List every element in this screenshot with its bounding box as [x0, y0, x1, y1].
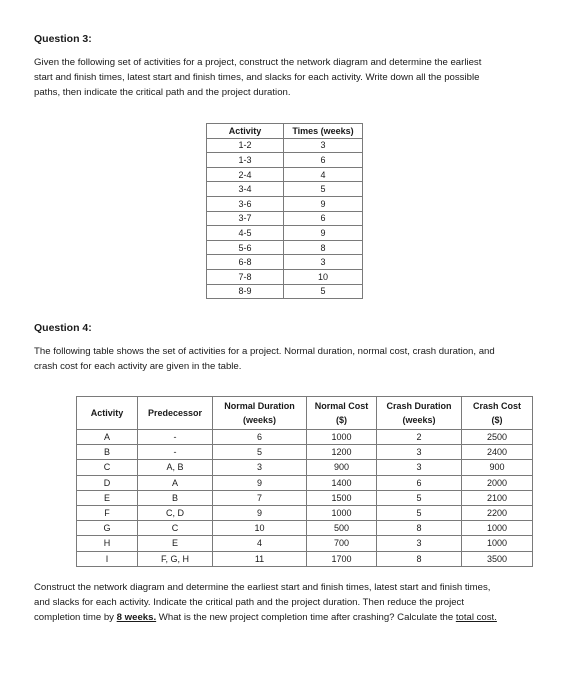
crash-duration-cell: 8 — [377, 551, 462, 566]
table-row — [207, 240, 363, 255]
header-normal-duration-line: Normal Duration — [224, 401, 295, 411]
header-activity — [77, 397, 138, 430]
table-row — [77, 475, 533, 490]
q3-activity-table — [206, 123, 363, 299]
normal-cost-cell: 1500 — [307, 490, 377, 505]
activity-cell: 7-8 — [207, 269, 284, 284]
table-row — [77, 521, 533, 536]
q4-task-line-1: Construct the network diagram and determine the earliest start and finish times, latest start and finish times, — [34, 582, 491, 593]
time-cell: 9 — [284, 226, 363, 241]
activity-cell: C — [77, 460, 138, 475]
q3-header-times: Times (weeks) — [284, 124, 363, 139]
table-row — [77, 551, 533, 566]
normal-duration-cell: 5 — [213, 445, 307, 460]
crash-cost-cell: 2100 — [462, 490, 533, 505]
q4-reduction-amount: 8 weeks. — [116, 612, 157, 623]
q3-line-1: Given the following set of activities for a project, construct the network diagram and determine the earliest — [34, 57, 482, 68]
table-row — [77, 536, 533, 551]
q3-table-body — [207, 138, 363, 299]
crash-duration-cell: 8 — [377, 521, 462, 536]
table-row — [207, 182, 363, 197]
normal-duration-cell: 10 — [213, 521, 307, 536]
time-cell: 6 — [284, 153, 363, 168]
normal-duration-cell: 9 — [213, 505, 307, 520]
table-row — [207, 196, 363, 211]
q4-task-description — [34, 580, 538, 625]
normal-duration-cell: 9 — [213, 475, 307, 490]
crash-cost-cell: 3500 — [462, 551, 533, 566]
time-cell: 10 — [284, 269, 363, 284]
normal-duration-cell: 6 — [213, 430, 307, 445]
header-crash-cost — [462, 397, 533, 430]
crash-cost-cell: 2000 — [462, 475, 533, 490]
normal-cost-cell: 700 — [307, 536, 377, 551]
crash-cost-cell: 1000 — [462, 521, 533, 536]
q4-crash-table — [76, 396, 533, 567]
header-normal-duration — [213, 397, 307, 430]
predecessor-cell: - — [138, 430, 213, 445]
activity-cell: 3-6 — [207, 196, 284, 211]
predecessor-cell: E — [138, 536, 213, 551]
q4-header-row — [77, 397, 533, 430]
q4-task-line-3 — [34, 610, 538, 625]
header-normal-duration-line: (weeks) — [242, 415, 277, 425]
table-row — [207, 138, 363, 153]
table-row — [77, 430, 533, 445]
normal-duration-cell: 11 — [213, 551, 307, 566]
table-row — [207, 153, 363, 168]
activity-cell: B — [77, 445, 138, 460]
time-cell: 3 — [284, 255, 363, 270]
activity-cell: D — [77, 475, 138, 490]
time-cell: 5 — [284, 284, 363, 299]
activity-cell: H — [77, 536, 138, 551]
time-cell: 4 — [284, 167, 363, 182]
crash-duration-cell: 3 — [377, 460, 462, 475]
crash-cost-cell: 2500 — [462, 430, 533, 445]
activity-cell: 3-4 — [207, 182, 284, 197]
table-row — [207, 269, 363, 284]
q4-task-text: completion time by — [34, 612, 117, 623]
table-row — [207, 211, 363, 226]
q3-instructions — [34, 55, 538, 100]
normal-duration-cell: 4 — [213, 536, 307, 551]
normal-cost-cell: 1200 — [307, 445, 377, 460]
activity-cell: 6-8 — [207, 255, 284, 270]
activity-cell: A — [77, 430, 138, 445]
table-row — [77, 490, 533, 505]
table-row — [77, 460, 533, 475]
q4-heading: Question 4: — [34, 322, 92, 334]
activity-cell: 1-3 — [207, 153, 284, 168]
predecessor-cell: - — [138, 445, 213, 460]
normal-cost-cell: 1700 — [307, 551, 377, 566]
normal-duration-cell: 3 — [213, 460, 307, 475]
normal-cost-cell: 1400 — [307, 475, 377, 490]
header-normal-cost — [307, 397, 377, 430]
time-cell: 8 — [284, 240, 363, 255]
normal-cost-cell: 500 — [307, 521, 377, 536]
header-crash-duration — [377, 397, 462, 430]
crash-cost-cell: 1000 — [462, 536, 533, 551]
q3-line-2: start and finish times, latest start and finish times, and slacks for each activity. Write down all the possible — [34, 72, 480, 83]
predecessor-cell: A — [138, 475, 213, 490]
q4-line-1: The following table shows the set of activities for a project. Normal duration, normal cost, crash duration, and — [34, 346, 495, 357]
activity-cell: 4-5 — [207, 226, 284, 241]
table-row — [207, 167, 363, 182]
q3-header-activity: Activity — [207, 124, 284, 139]
activity-cell: 5-6 — [207, 240, 284, 255]
time-cell: 9 — [284, 196, 363, 211]
crash-duration-cell: 3 — [377, 536, 462, 551]
predecessor-cell: F, G, H — [138, 551, 213, 566]
activity-cell: F — [77, 505, 138, 520]
table-row — [77, 505, 533, 520]
table-row — [77, 445, 533, 460]
header-crash-cost-line: Crash Cost — [472, 401, 521, 411]
activity-cell: 1-2 — [207, 138, 284, 153]
activity-cell: 8-9 — [207, 284, 284, 299]
crash-cost-cell: 2400 — [462, 445, 533, 460]
header-activity-line: Activity — [90, 408, 124, 418]
q4-instructions — [34, 344, 538, 374]
header-normal-cost-line: ($) — [336, 415, 347, 425]
q3-heading: Question 3: — [34, 33, 92, 45]
crash-duration-cell: 5 — [377, 490, 462, 505]
header-crash-duration-line: Crash Duration — [386, 401, 452, 411]
activity-cell: G — [77, 521, 138, 536]
crash-cost-cell: 2200 — [462, 505, 533, 520]
time-cell: 5 — [284, 182, 363, 197]
crash-cost-cell: 900 — [462, 460, 533, 475]
activity-cell: I — [77, 551, 138, 566]
table-row — [207, 284, 363, 299]
predecessor-cell: A, B — [138, 460, 213, 475]
q3-line-3: paths, then indicate the critical path and the project duration. — [34, 87, 291, 98]
q4-table-body — [77, 430, 533, 567]
time-cell: 6 — [284, 211, 363, 226]
predecessor-cell: C, D — [138, 505, 213, 520]
activity-cell: 2-4 — [207, 167, 284, 182]
normal-duration-cell: 7 — [213, 490, 307, 505]
q4-total-cost-text: total cost. — [455, 612, 497, 623]
crash-duration-cell: 5 — [377, 505, 462, 520]
header-predecessor-line: Predecessor — [147, 408, 203, 418]
q4-task-line-2: and slacks for each activity. Indicate the critical path and the project duration. Then reduce the project — [34, 597, 465, 608]
q4-task-text: What is the new project completion time after crashing? Calculate the — [156, 612, 456, 623]
normal-cost-cell: 1000 — [307, 430, 377, 445]
activity-cell: 3-7 — [207, 211, 284, 226]
crash-duration-cell: 3 — [377, 445, 462, 460]
header-predecessor — [138, 397, 213, 430]
header-crash-cost-line: ($) — [491, 415, 503, 425]
table-row — [207, 226, 363, 241]
time-cell: 3 — [284, 138, 363, 153]
crash-duration-cell: 6 — [377, 475, 462, 490]
table-row — [207, 255, 363, 270]
normal-cost-cell: 900 — [307, 460, 377, 475]
predecessor-cell: B — [138, 490, 213, 505]
header-crash-duration-line: (weeks) — [402, 415, 436, 425]
predecessor-cell: C — [138, 521, 213, 536]
crash-duration-cell: 2 — [377, 430, 462, 445]
header-normal-cost-line: Normal Cost — [314, 401, 369, 411]
activity-cell: E — [77, 490, 138, 505]
q4-line-2: crash cost for each activity are given in the table. — [34, 361, 242, 372]
normal-cost-cell: 1000 — [307, 505, 377, 520]
